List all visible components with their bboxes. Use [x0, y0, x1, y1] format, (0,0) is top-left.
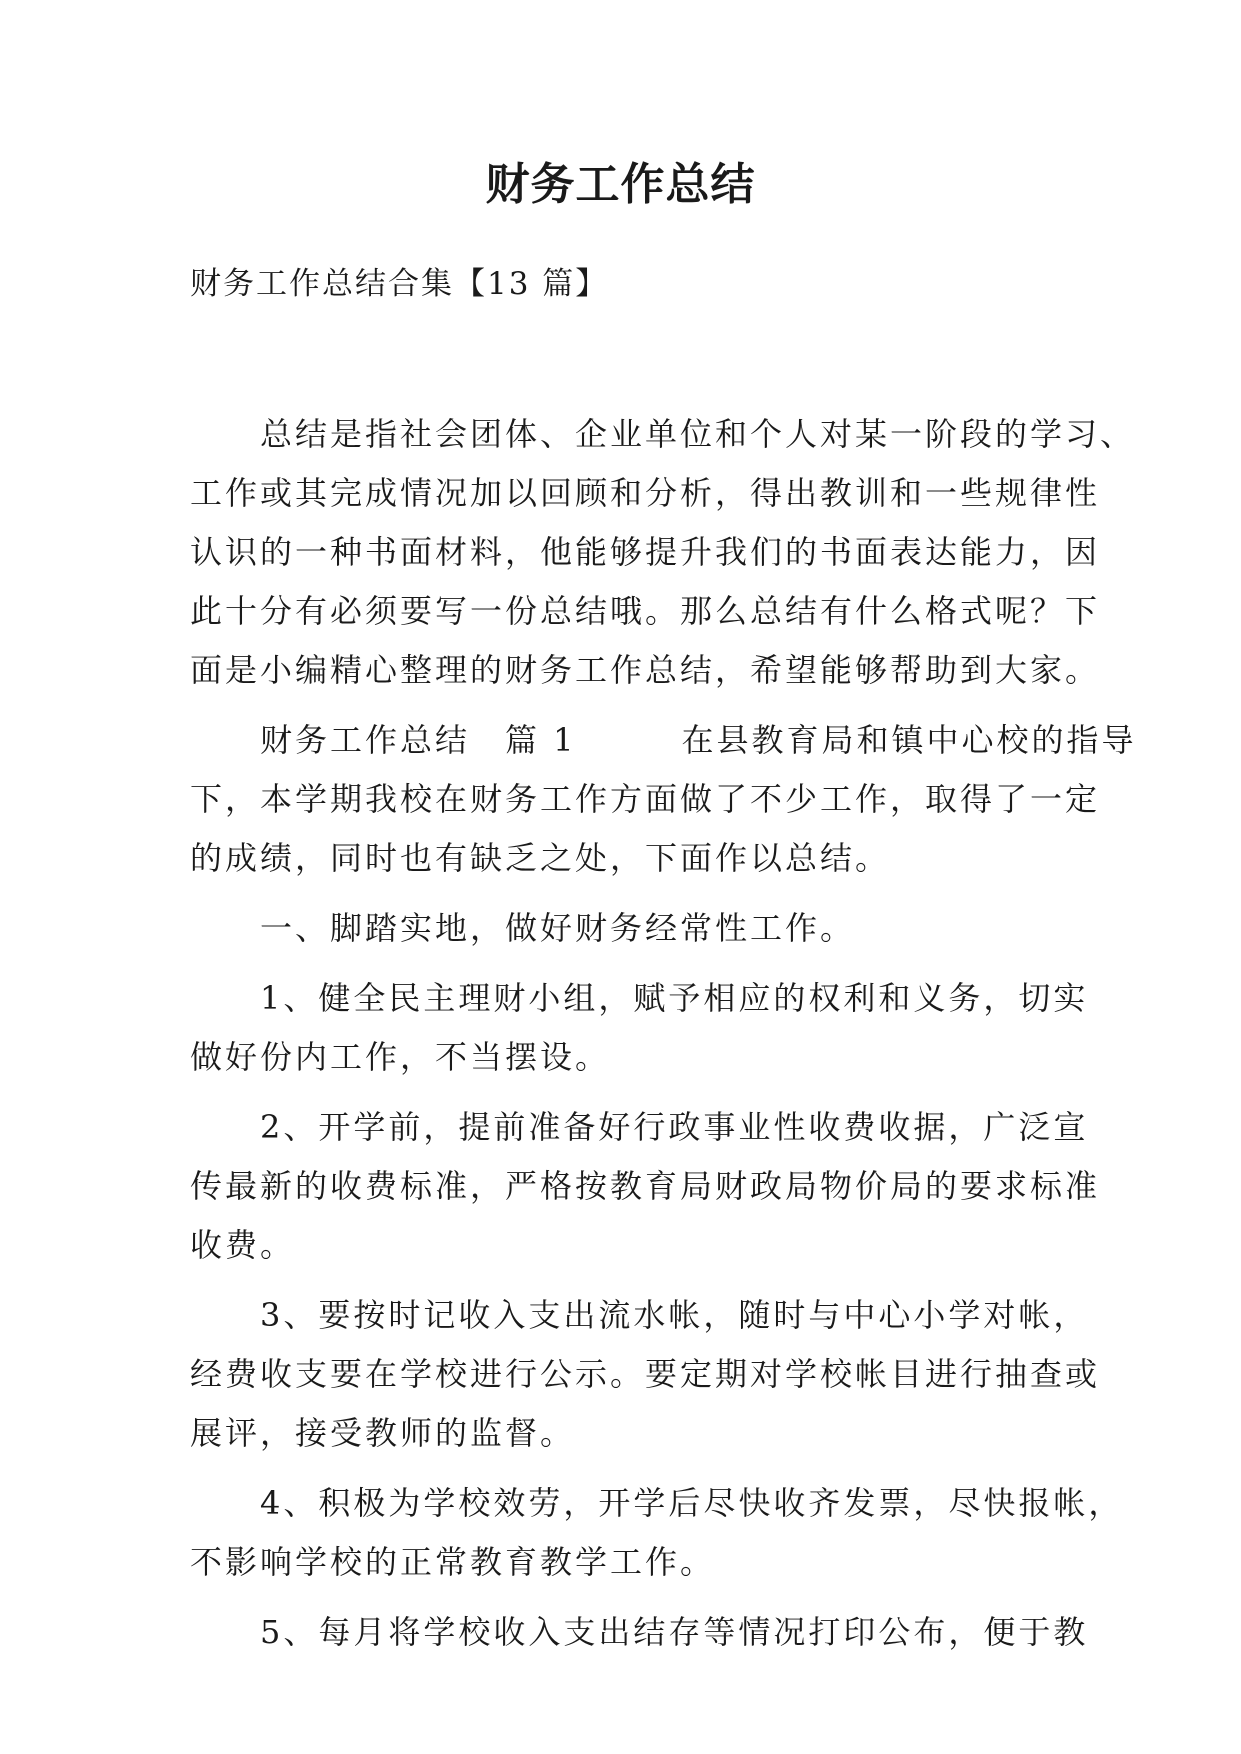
text-line: 1、健全民主理财小组，赋予相应的权利和义务，切实: [190, 979, 1089, 1017]
text-line: 此十分有必须要写一份总结哦。那么总结有什么格式呢？下: [190, 592, 1101, 630]
text-line: 传最新的收费标准，严格按教育局财政局物价局的要求标准: [190, 1167, 1101, 1205]
text-line: 认识的一种书面材料，他能够提升我们的书面表达能力，因: [190, 533, 1101, 571]
text-line: 2、开学前，提前准备好行政事业性收费收据，广泛宣: [190, 1108, 1089, 1146]
text-line: 的成绩，同时也有缺乏之处，下面作以总结。: [190, 839, 891, 877]
paragraph-gap: [190, 700, 1050, 711]
text-line: 工作或其完成情况加以回顾和分析，得出教训和一些规律性: [190, 474, 1101, 512]
paragraph-gap: [190, 1275, 1050, 1286]
text-line: 不影响学校的正常教育教学工作。: [190, 1543, 716, 1581]
paragraph-gap: [190, 1592, 1050, 1603]
text-line: 总结是指社会团体、企业单位和个人对某一阶段的学习、: [190, 415, 1136, 453]
text-line: 一、脚踏实地，做好财务经常性工作。: [190, 909, 856, 947]
text-line: 4、积极为学校效劳，开学后尽快收齐发票，尽快报帐，: [190, 1484, 1124, 1522]
text-line: 5、每月将学校收入支出结存等情况打印公布，便于教: [190, 1613, 1089, 1651]
text-line: 做好份内工作，不当摆设。: [190, 1038, 611, 1076]
paragraph-gap: [190, 1463, 1050, 1474]
text-line: 收费。: [190, 1226, 296, 1264]
document-title: 财务工作总结: [485, 159, 756, 210]
text-line: 展评，接受教师的监督。: [190, 1414, 576, 1452]
text-line: 经费收支要在学校进行公示。要定期对学校帐目进行抽查或: [190, 1355, 1101, 1393]
paragraph-gap: [190, 888, 1050, 899]
text-line: 面是小编精心整理的财务工作总结，希望能够帮助到大家。: [190, 651, 1101, 689]
paragraph-gap: [190, 958, 1050, 969]
paragraph-gap: [190, 1087, 1050, 1098]
text-line: 财务工作总结 篇 1 在县教育局和镇中心校的指导: [190, 721, 1137, 759]
text-line: 3、要按时记收入支出流水帐，随时与中心小学对帐，: [190, 1296, 1089, 1334]
document-subtitle: 财务工作总结合集【13 篇】: [190, 266, 609, 302]
text-line: 下，本学期我校在财务工作方面做了不少工作，取得了一定: [190, 780, 1101, 818]
document-body: [190, 405, 1137, 1662]
